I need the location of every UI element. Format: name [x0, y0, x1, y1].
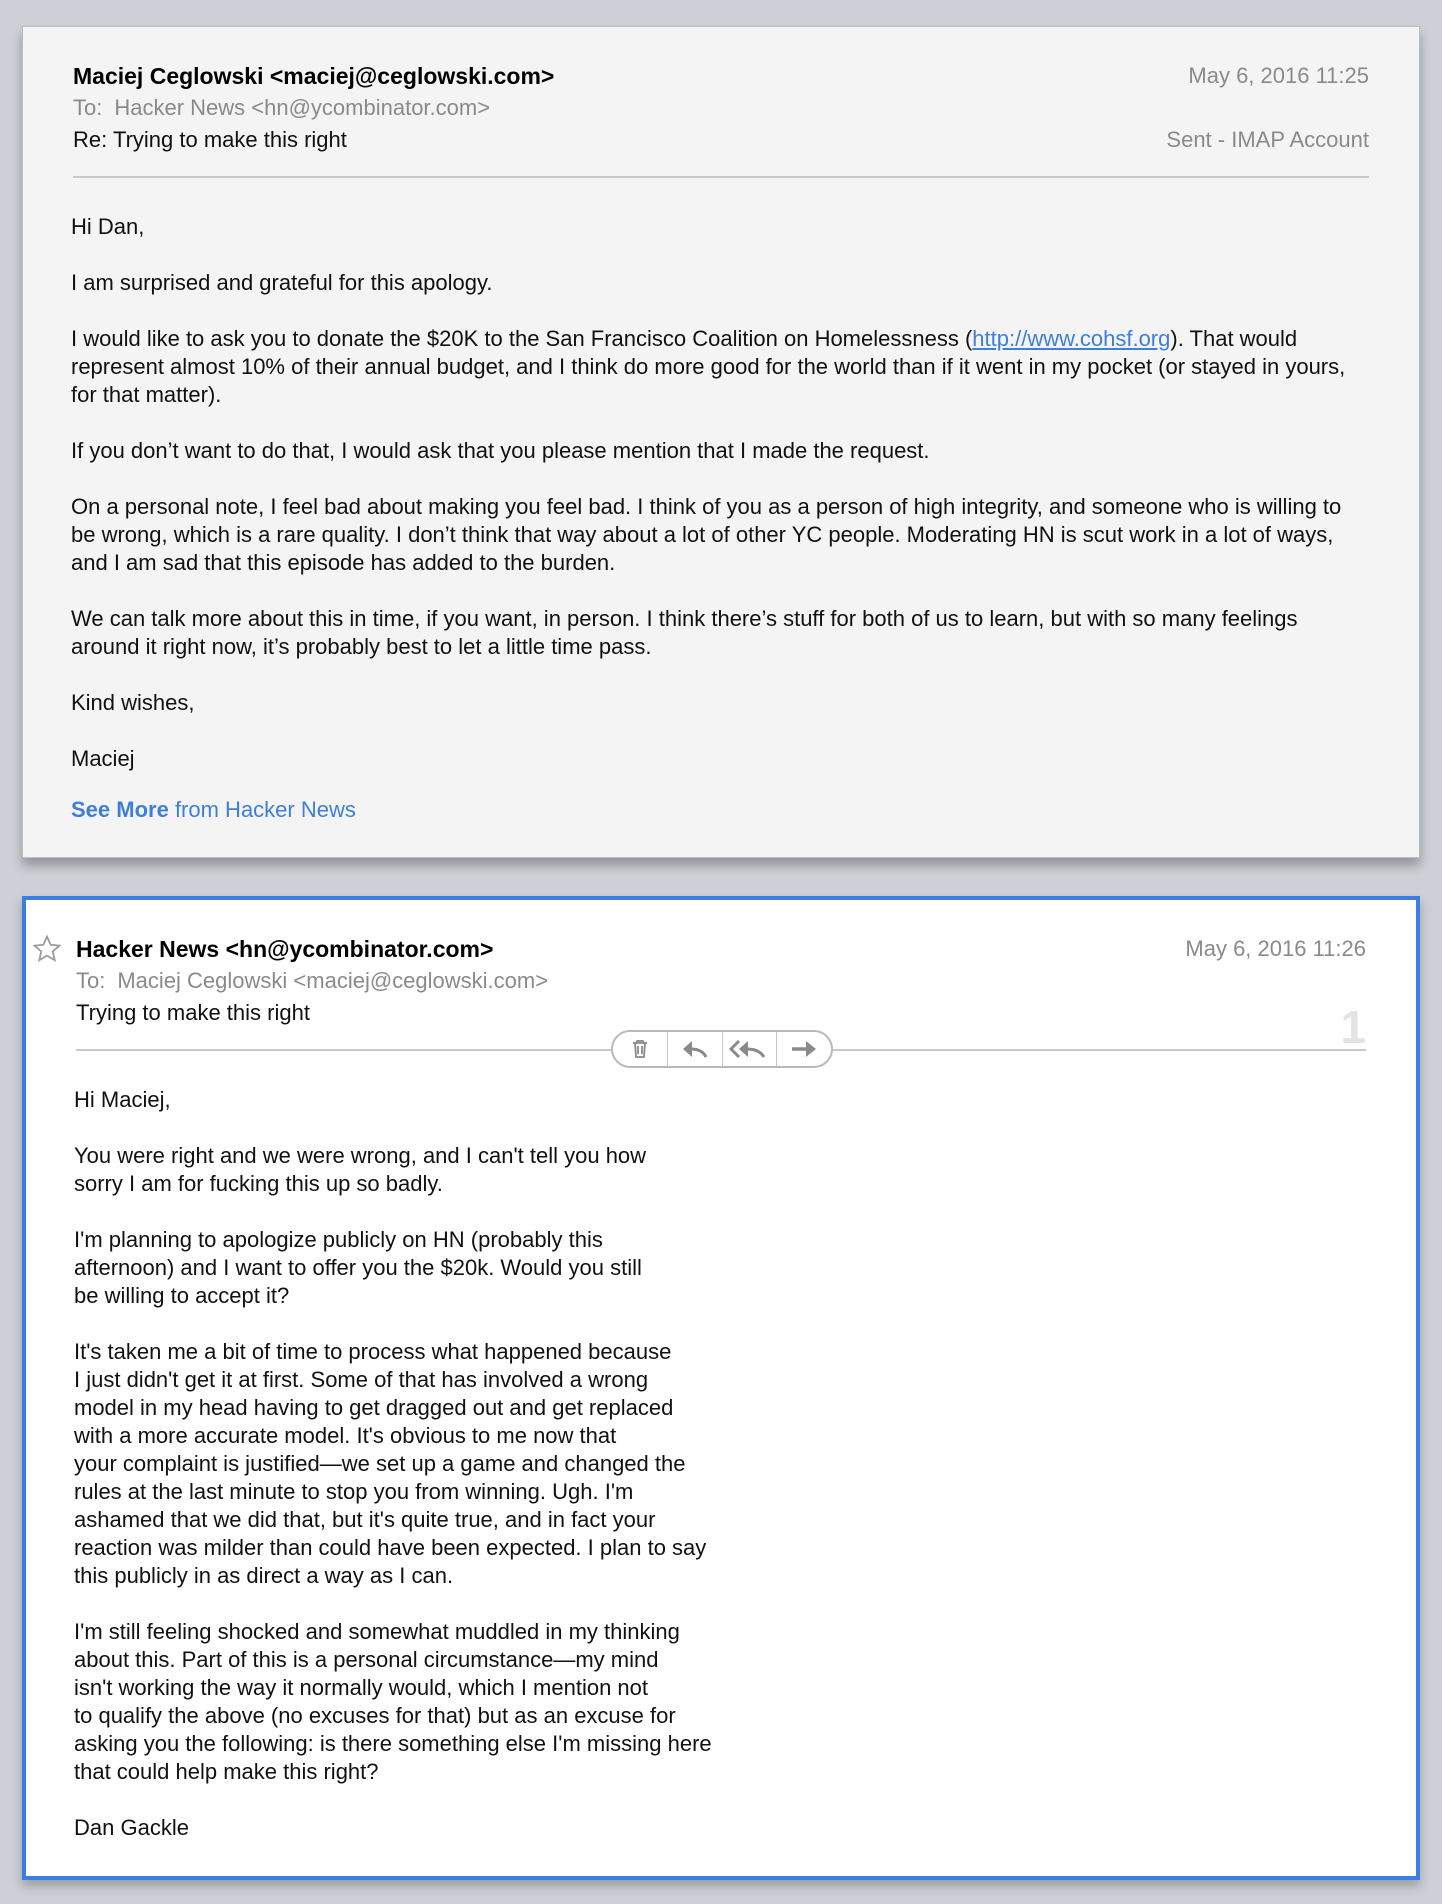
sender: Hacker News <hn@ycombinator.com>: [76, 936, 494, 962]
line: to qualify the above (no excuses for that) but as an excuse for: [74, 1703, 676, 1728]
line: afternoon) and I want to offer you the $20k. Would you still: [74, 1255, 642, 1280]
paragraph: [74, 1338, 834, 1590]
line: rules at the last minute to stop you from winning. Ugh. I'm: [74, 1479, 634, 1504]
paragraph: [74, 1226, 834, 1310]
line: isn't working the way it normally would, which I mention not: [74, 1675, 649, 1700]
delete-button[interactable]: [613, 1032, 668, 1066]
message-sent-reply[interactable]: [22, 26, 1420, 858]
cohsf-link[interactable]: http://www.cohsf.org: [972, 326, 1171, 351]
line: about this. Part of this is a personal circumstance—my mind: [74, 1647, 659, 1672]
paragraph-text: ). That would represent almost 10% of their annual budget, and I think do more good for the world than if it went in my pocket (or stayed in yours, for that matter).: [71, 326, 1346, 407]
greeting: Hi Dan,: [71, 214, 145, 239]
mailbox-account: Sent - IMAP Account: [1166, 127, 1369, 152]
recipient-line: [73, 95, 490, 121]
trash-icon: [628, 1037, 652, 1061]
subject: Trying to make this right: [76, 1000, 310, 1025]
line: asking you the following: is there something else I'm missing here: [74, 1731, 712, 1756]
see-more-bold: See More: [71, 797, 169, 822]
header-divider: [73, 176, 1369, 178]
line: your complaint is justified—we set up a game and changed the: [74, 1451, 686, 1476]
reply-all-button[interactable]: [723, 1032, 778, 1066]
line: I just didn't get it at first. Some of that has involved a wrong: [74, 1367, 649, 1392]
recipient-line: [76, 968, 548, 994]
message-count: 1: [1340, 1001, 1366, 1053]
recipient: Hacker News <hn@ycombinator.com>: [114, 95, 491, 120]
signature: Dan Gackle: [74, 1815, 189, 1840]
message-date: May 6, 2016 11:26: [1185, 936, 1366, 961]
line: You were right and we were wrong, and I can't tell you how: [74, 1143, 647, 1168]
paragraph: [74, 1618, 834, 1786]
line: I'm planning to apologize publicly on HN (probably this: [74, 1227, 603, 1252]
paragraph: [71, 325, 1361, 409]
sender: Maciej Ceglowski <maciej@ceglowski.com>: [73, 63, 555, 89]
forward-button[interactable]: [777, 1032, 831, 1066]
paragraph: If you don’t want to do that, I would ask that you please mention that I made the request.: [71, 438, 930, 463]
reply-button[interactable]: [668, 1032, 723, 1066]
line: with a more accurate model. It's obvious to me now that: [74, 1423, 617, 1448]
message-date: May 6, 2016 11:25: [1188, 63, 1369, 88]
to-label: To:: [76, 968, 106, 993]
message-body: [74, 1086, 834, 1870]
star-icon[interactable]: [32, 934, 62, 964]
line: that could help make this right?: [74, 1759, 379, 1784]
recipient: Maciej Ceglowski <maciej@ceglowski.com>: [117, 968, 549, 993]
line: reaction was milder than could have been expected. I plan to say: [74, 1535, 707, 1560]
line: be willing to accept it?: [74, 1283, 290, 1308]
see-more-rest: from Hacker News: [168, 797, 356, 822]
paragraph: On a personal note, I feel bad about making you feel bad. I think of you as a person of high integrity, and someone who is willing to be wrong, which is a rare quality. I don’t think that way about a lot of other YC people. Moderating HN is scut work in a lot of ways, and I am sad that this episode has added to the burden.: [71, 494, 1342, 575]
reply-icon: [680, 1037, 710, 1061]
closing: Kind wishes,: [71, 690, 195, 715]
message-toolbar: [611, 1030, 833, 1068]
paragraph: [74, 1142, 834, 1198]
subject: Re: Trying to make this right: [73, 127, 347, 152]
to-label: To:: [73, 95, 103, 120]
greeting: Hi Maciej,: [74, 1087, 171, 1112]
paragraph-text: I would like to ask you to donate the $20K to the San Francisco Coalition on Homelessness (: [71, 326, 973, 351]
message-body: [71, 213, 1361, 801]
line: model in my head having to get dragged out and get replaced: [74, 1395, 674, 1420]
line: It's taken me a bit of time to process what happened because: [74, 1339, 672, 1364]
line: this publicly in as direct a way as I can.: [74, 1563, 454, 1588]
signature: Maciej: [71, 746, 135, 771]
paragraph: I am surprised and grateful for this apology.: [71, 270, 493, 295]
reply-all-icon: [729, 1037, 769, 1061]
line: sorry I am for fucking this up so badly.: [74, 1171, 443, 1196]
message-received[interactable]: [22, 896, 1420, 1880]
see-more-link[interactable]: [71, 797, 356, 823]
line: I'm still feeling shocked and somewhat muddled in my thinking: [74, 1619, 680, 1644]
forward-icon: [789, 1037, 819, 1061]
line: ashamed that we did that, but it's quite true, and in fact your: [74, 1507, 656, 1532]
paragraph: We can talk more about this in time, if you want, in person. I think there’s stuff for both of us to learn, but with so many feelings around it right now, it’s probably best to let a little time pass.: [71, 606, 1298, 659]
